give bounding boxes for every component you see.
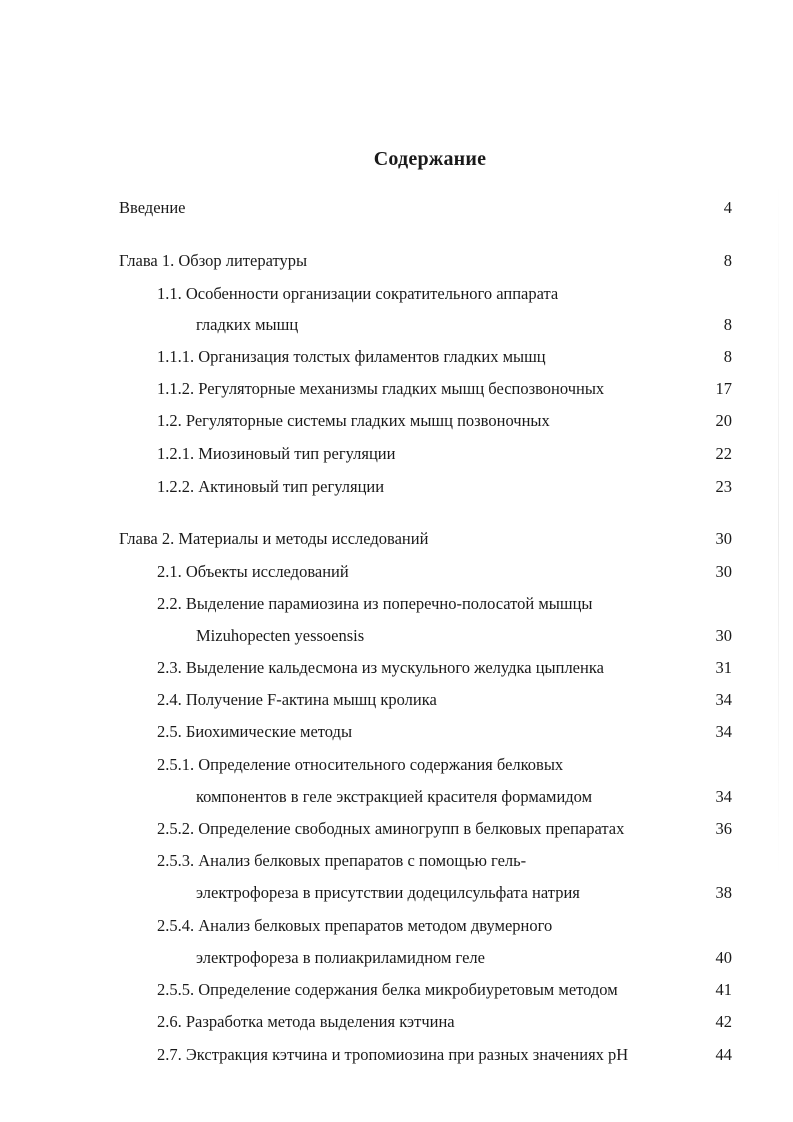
page-title: Содержание	[373, 148, 487, 170]
toc-page-number: 23	[715, 477, 732, 496]
toc-entry-1-1-continued: гладких мышц	[196, 315, 299, 334]
toc-page-number: 8	[723, 315, 732, 334]
toc-entry-1-1-1: 1.1.1. Организация толстых филаментов гладких мышц	[157, 347, 546, 366]
toc-page-number: 8	[723, 251, 732, 270]
toc-page-number: 8	[723, 347, 732, 366]
toc-page-number: 44	[715, 1045, 732, 1064]
toc-page-number: 42	[715, 1012, 732, 1031]
toc-entry-1-2-1: 1.2.1. Миозиновый тип регуляции	[157, 444, 396, 463]
toc-page-number: 34	[715, 722, 732, 741]
toc-entry-2-5-1-continued: компонентов в геле экстракцией красителя формамидом	[196, 787, 593, 806]
toc-entry-2-5-3-continued: электрофореза в присутствии додецилсульфата натрия	[196, 883, 580, 902]
toc-entry-2-5-4: 2.5.4. Анализ белковых препаратов методом двумерного	[157, 916, 553, 935]
toc-entry-2-5-1: 2.5.1. Определение относительного содержания белковых	[157, 755, 564, 774]
toc-entry-2-5-3: 2.5.3. Анализ белковых препаратов с помощью гель-	[157, 851, 527, 870]
toc-page-number: 30	[715, 562, 732, 581]
toc-page-number: 20	[715, 411, 732, 430]
toc-entry-chapter-2: Глава 2. Материалы и методы исследований	[119, 529, 429, 548]
toc-entry-2-1: 2.1. Объекты исследований	[157, 562, 349, 581]
toc-page-number: 30	[715, 529, 732, 548]
toc-entry-1-1-2: 1.1.2. Регуляторные механизмы гладких мышц беспозвоночных	[157, 379, 605, 398]
toc-page-number: 31	[715, 658, 732, 677]
toc-entry-2-4: 2.4. Получение F-актина мышц кролика	[157, 690, 437, 709]
toc-page-number: 40	[715, 948, 732, 967]
toc-entry-2-3: 2.3. Выделение кальдесмона из мускульного желудка цыпленка	[157, 658, 604, 677]
toc-entry-2-6: 2.6. Разработка метода выделения кэтчина	[157, 1012, 455, 1031]
toc-page-number: 22	[715, 444, 732, 463]
toc-entry-1-2: 1.2. Регуляторные системы гладких мышц позвоночных	[157, 411, 550, 430]
toc-entry-2-2-continued: Mizuhopecten yessoensis	[196, 626, 365, 645]
toc-page-number: 4	[723, 198, 732, 217]
toc-entry-chapter-1: Глава 1. Обзор литературы	[119, 251, 308, 270]
toc-entry-1-2-2: 1.2.2. Актиновый тип регуляции	[157, 477, 385, 496]
toc-entry-introduction: Введение	[119, 198, 186, 217]
toc-page-number: 41	[715, 980, 732, 999]
toc-entry-2-5-2: 2.5.2. Определение свободных аминогрупп в белковых препаратах	[157, 819, 625, 838]
toc-entry-2-5-5: 2.5.5. Определение содержания белка микробиуретовым методом	[157, 980, 618, 999]
scan-edge-shadow	[778, 180, 779, 880]
toc-entry-2-2: 2.2. Выделение парамиозина из поперечно-полосатой мышцы	[157, 594, 593, 613]
toc-page-number: 17	[715, 379, 732, 398]
toc-page-number: 38	[715, 883, 732, 902]
toc-page-number: 30	[715, 626, 732, 645]
toc-page-number: 36	[715, 819, 732, 838]
toc-entry-2-5-4-continued: электрофореза в полиакриламидном геле	[196, 948, 485, 967]
toc-page-number: 34	[715, 690, 732, 709]
toc-entry-1-1: 1.1. Особенности организации сократительного аппарата	[157, 284, 559, 303]
toc-entry-2-5: 2.5. Биохимические методы	[157, 722, 353, 741]
toc-page-number: 34	[715, 787, 732, 806]
toc-entry-2-7: 2.7. Экстракция кэтчина и тропомиозина при разных значениях pH	[157, 1045, 629, 1064]
